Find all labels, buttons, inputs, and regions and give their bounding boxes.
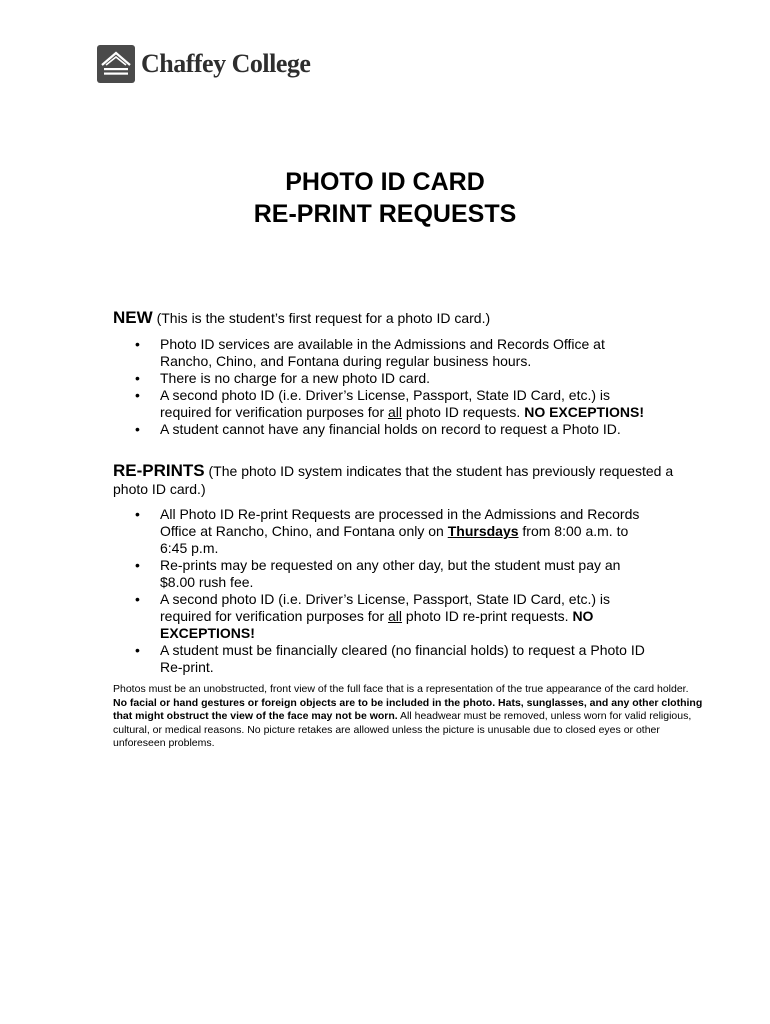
- page-title: [0, 166, 770, 230]
- reprint-heading-label: RE-PRINTS: [113, 461, 205, 480]
- building-logo-icon: [97, 45, 135, 83]
- list-item: • There is no charge for a new photo ID card.: [113, 370, 653, 387]
- photo-requirements-note: Photos must be an unobstructed, front view of the full face that is a representation of the true appearance of the card holder. No facial or hand gestures or foreign objects are to be included in the photo. Hats, sunglasses, and any other clothing that might obstruct the view of the face may not be worn. All headwear must be removed, unless worn for valid religious, cultural, or medical reasons. No picture retakes are allowed unless the picture is unusable due to closed eyes or other unforeseen problems.: [113, 683, 703, 749]
- reprint-section-heading: [113, 462, 693, 498]
- new-heading-subtitle: (This is the student’s first request for a photo ID card.): [156, 310, 491, 326]
- new-heading-label: NEW: [113, 308, 153, 327]
- title-line-2: RE-PRINT REQUESTS: [253, 200, 517, 228]
- list-item: • A second photo ID (i.e. Driver’s License, Passport, State ID Card, etc.) is required for verification purposes for all photo ID re-print requests. NO EXCEPTIONS!: [113, 591, 653, 642]
- list-item: • All Photo ID Re-print Requests are processed in the Admissions and Records Office at Rancho, Chino, and Fontana only on Thursdays from 8:00 a.m. to 6:45 p.m.: [113, 506, 653, 557]
- new-section-heading: [113, 309, 693, 327]
- list-item: • Re-prints may be requested on any other day, but the student must pay an $8.00 rush fee.: [113, 557, 653, 591]
- list-item: • A student cannot have any financial holds on record to request a Photo ID.: [113, 421, 653, 438]
- new-section-list: [113, 336, 653, 438]
- reprint-section-list: [113, 506, 653, 676]
- logo-wordmark: Chaffey College: [141, 49, 311, 78]
- title-line-1: PHOTO ID CARD: [285, 168, 485, 196]
- list-item: • A second photo ID (i.e. Driver’s License, Passport, State ID Card, etc.) is required for verification purposes for all photo ID requests. NO EXCEPTIONS!: [113, 387, 653, 421]
- list-item: • A student must be financially cleared (no financial holds) to request a Photo ID Re-print.: [113, 642, 653, 676]
- college-logo: [97, 45, 310, 83]
- list-item: • Photo ID services are available in the Admissions and Records Office at Rancho, Chino, and Fontana during regular business hours.: [113, 336, 653, 370]
- reprint-heading-subtitle: (The photo ID system indicates that the student has previously requested a photo ID card.): [113, 463, 674, 497]
